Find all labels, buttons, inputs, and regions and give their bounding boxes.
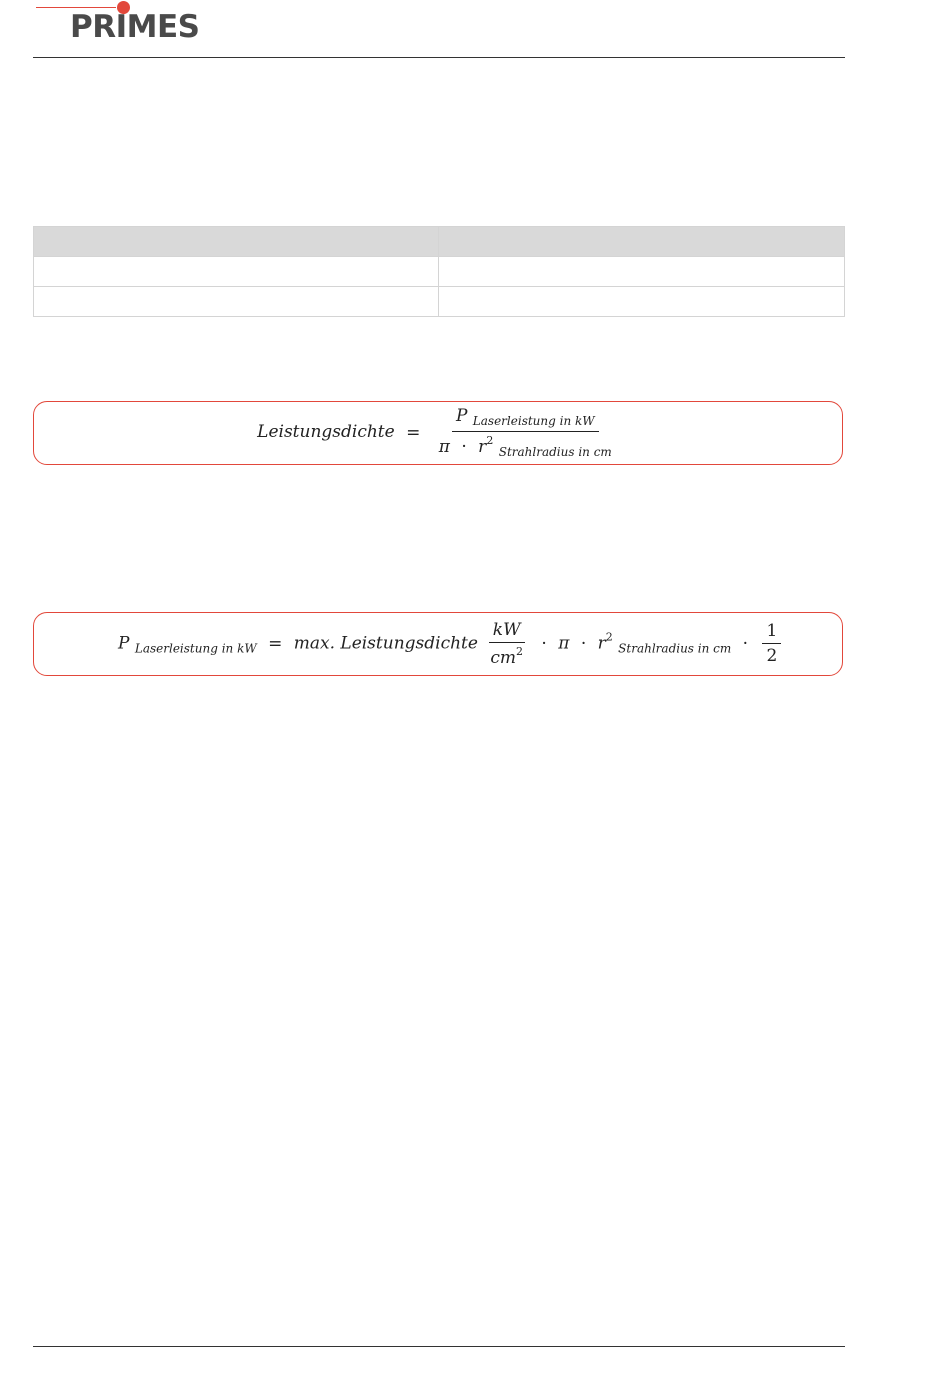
multiply-dot: · [541, 633, 547, 654]
power-symbol: P [455, 406, 468, 427]
multiply-dot: · [742, 633, 749, 654]
radius-symbol: r [597, 633, 606, 654]
table-header-row [34, 227, 845, 257]
unit-denominator-text: cm [490, 647, 516, 668]
table-row [34, 257, 845, 287]
radius-exponent: 2 [605, 630, 613, 644]
power-subscript: Laserleistung in kW [472, 414, 595, 429]
equals-sign: = [268, 633, 283, 654]
multiply-dot: · [461, 436, 467, 457]
half-numerator: 1 [762, 622, 781, 644]
radius-subscript: Strahlradius in cm [498, 444, 612, 459]
footer-divider [33, 1346, 845, 1347]
table-header-cell [34, 227, 439, 257]
power-subscript: Laserleistung in kW [134, 641, 257, 656]
unit-denominator [486, 643, 527, 668]
formula-lhs: Leistungsdichte [257, 422, 395, 443]
formula-power-density [257, 407, 619, 458]
pi-symbol: π [438, 436, 450, 457]
half-denominator: 2 [766, 646, 778, 666]
multiply-dot: · [580, 633, 587, 654]
header-divider [33, 57, 845, 58]
radius-symbol: r [478, 436, 487, 457]
fraction-numerator [452, 407, 599, 431]
max-power-density-term: max. Leistungsdichte [293, 633, 478, 654]
formula-fraction [435, 407, 616, 458]
formula-box-laser-power [33, 612, 843, 676]
table-cell [439, 287, 845, 317]
pi-symbol: π [558, 633, 570, 654]
equals-sign: = [406, 422, 421, 443]
table-row [34, 287, 845, 317]
table-header-cell [439, 227, 845, 257]
radius-subscript: Strahlradius in cm [618, 641, 732, 656]
table-cell [34, 287, 439, 317]
unit-fraction [486, 621, 527, 667]
unit-exponent: 2 [516, 644, 523, 658]
data-table [33, 226, 845, 317]
fraction-denominator [435, 432, 616, 459]
logo: PRIMES [70, 9, 200, 45]
table-cell [34, 257, 439, 287]
table-cell [439, 257, 845, 287]
radius-exponent: 2 [486, 433, 494, 447]
power-symbol: P [118, 633, 130, 654]
unit-numerator: kW [489, 621, 525, 643]
formula-box-power-density [33, 401, 843, 465]
half-fraction [762, 622, 781, 665]
logo-accent-line [36, 7, 116, 8]
formula-laser-power [118, 621, 784, 667]
